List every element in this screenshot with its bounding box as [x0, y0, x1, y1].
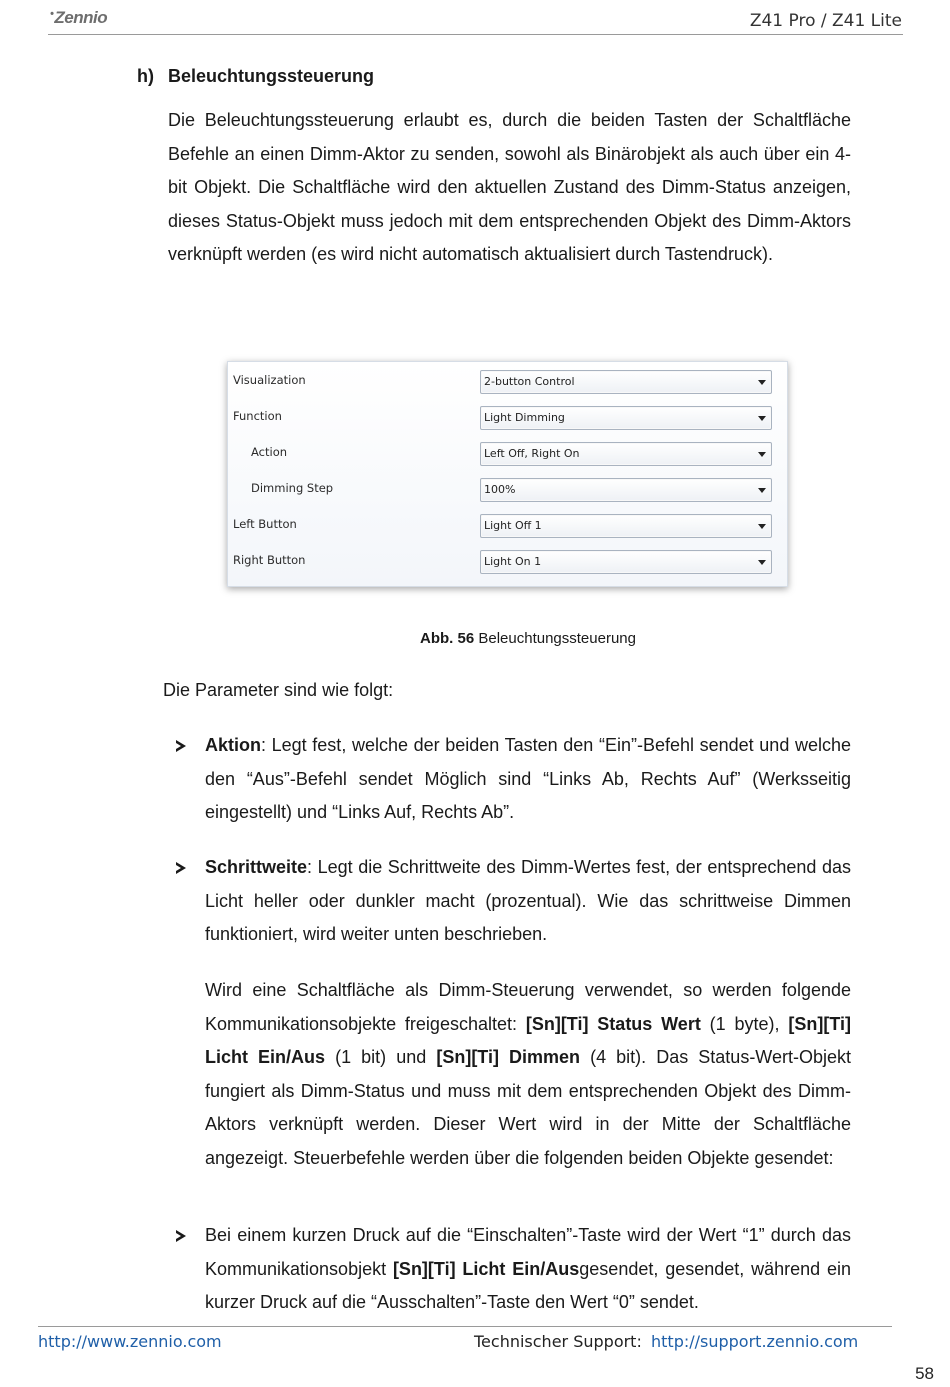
chevron-down-icon: [758, 560, 766, 565]
param-row-action: [228, 435, 787, 471]
left-button-select[interactable]: [480, 514, 772, 538]
footer-divider: [38, 1326, 892, 1327]
document-title: Z41 Pro / Z41 Lite: [749, 11, 902, 31]
object-licht-ein-aus: [Sn][Ti] Licht Ein/Aus: [205, 1013, 851, 1068]
text-run: gesendet, gesendet, während ein kurzer Druck auf die “Ausschalten”-Taste den Wert “0” sendet.: [205, 1258, 852, 1313]
right-button-select[interactable]: [480, 550, 772, 574]
param-row-visualization: [228, 363, 787, 399]
caption-prefix: Abb.: [420, 630, 454, 647]
caption-number: 56: [457, 630, 475, 647]
select-value: 100%: [484, 483, 516, 496]
chevron-down-icon: [758, 524, 766, 529]
caption-text: Beleuchtungssteuerung: [478, 630, 636, 647]
page-number: 58: [915, 1364, 934, 1383]
term-schrittweite: Schrittweite: [205, 857, 308, 877]
support-label: Technischer Support:: [474, 1332, 642, 1351]
select-value: Light Dimming: [484, 411, 565, 424]
param-row-right-button: [228, 543, 787, 579]
param-label: Dimming Step: [251, 481, 334, 495]
object-dimmen: [Sn][Ti] Dimmen: [436, 1047, 581, 1068]
text-run: (4 bit). Das Status-Wert-Objekt fungiert als Dimm-Status und muss mit dem entsprechenden Objekt des Dimm-Aktors verknüpft werden. Dieser Wert wird in der Mitte der Schaltfläche angezeigt. Steuerbefehle werden über die folgenden beiden Objekte gesendet:: [205, 1047, 851, 1168]
bullet-schrittweite: [205, 851, 851, 952]
arrow-bullet-icon: [176, 1230, 186, 1242]
select-value: Left Off, Right On: [484, 447, 580, 460]
parameters-lead: Die Parameter sind wie folgt:: [163, 680, 394, 700]
bullet-text: : Legt fest, welche der beiden Tasten den “Ein”-Befehl sendet und welche den “Aus”-Befehl sendet Möglich sind “Links Ab, Rechts Auf” (Werksseitig eingestellt) und “Links Auf, Rechts Ab”.: [205, 735, 851, 823]
term-aktion: Aktion: [205, 735, 261, 755]
select-value: Light Off 1: [484, 519, 542, 532]
param-row-dimming-step: [228, 471, 787, 507]
website-link[interactable]: http://www.zennio.com: [38, 1332, 222, 1351]
text-run: (1 byte),: [700, 1013, 789, 1034]
dimming-step-select[interactable]: [480, 478, 772, 502]
section-title: Beleuchtungssteuerung: [168, 66, 375, 86]
param-label: Visualization: [233, 373, 306, 387]
arrow-bullet-icon: [176, 862, 186, 874]
param-label: Left Button: [233, 517, 297, 531]
function-select[interactable]: [480, 406, 772, 430]
param-label: Right Button: [233, 553, 306, 567]
communication-objects-paragraph: [205, 974, 851, 1176]
bullet-text: : Legt die Schrittweite des Dimm-Wertes fest, der entsprechend das Licht heller oder dunkler macht (prozentual). Wie das schrittweise Dimmen funktioniert, wird weiter unten beschrieben.: [205, 857, 851, 945]
zennio-logo: [50, 8, 107, 28]
logo-text: Zennio: [54, 8, 108, 27]
chevron-down-icon: [758, 416, 766, 421]
bullet-short-press: [205, 1219, 851, 1320]
action-select[interactable]: [480, 442, 772, 466]
visualization-select[interactable]: [480, 370, 772, 394]
intro-paragraph: Die Beleuchtungssteuerung erlaubt es, durch die beiden Tasten der Schaltfläche Befehle an einen Dimm-Aktor zu senden, sowohl als Binärobjekt als auch über ein 4-bit Objekt. Die Schaltfläche wird den aktuellen Zustand des Dimm-Status anzeigen, dieses Status-Objekt muss jedoch mit dem entsprechenden Objekt des Dimm-Aktors verknüpft werden (es wird nicht automatisch aktualisiert durch Tastendruck).: [168, 110, 851, 265]
parameter-screenshot: [227, 361, 788, 587]
param-row-left-button: [228, 507, 787, 543]
object-status-wert: [Sn][Ti] Status Wert: [525, 1013, 701, 1034]
section-letter: h): [137, 66, 154, 86]
param-label: Action: [251, 445, 288, 459]
chevron-down-icon: [758, 452, 766, 457]
param-row-function: [228, 399, 787, 435]
param-label: Function: [233, 409, 282, 423]
figure-caption: [420, 630, 636, 647]
object-licht-ein-aus: [Sn][Ti] Licht Ein/Aus: [392, 1258, 580, 1279]
arrow-bullet-icon: [176, 740, 186, 752]
header-divider: [48, 34, 903, 35]
chevron-down-icon: [758, 488, 766, 493]
text-run: Bei einem kurzen Druck auf die “Einschalten”-Taste wird der Wert “1” durch das Kommunikationsobjekt: [205, 1225, 851, 1279]
support-link[interactable]: http://support.zennio.com: [651, 1332, 859, 1351]
select-value: 2-button Control: [484, 375, 575, 388]
text-run: (1 bit) und: [325, 1047, 437, 1068]
chevron-down-icon: [758, 380, 766, 385]
text-run: Wird eine Schaltfläche als Dimm-Steuerung verwendet, so werden folgende Kommunikationsobjekte freigeschaltet:: [205, 980, 851, 1034]
select-value: Light On 1: [484, 555, 542, 568]
logo-star-icon: •: [50, 8, 54, 20]
bullet-aktion: [205, 729, 851, 830]
